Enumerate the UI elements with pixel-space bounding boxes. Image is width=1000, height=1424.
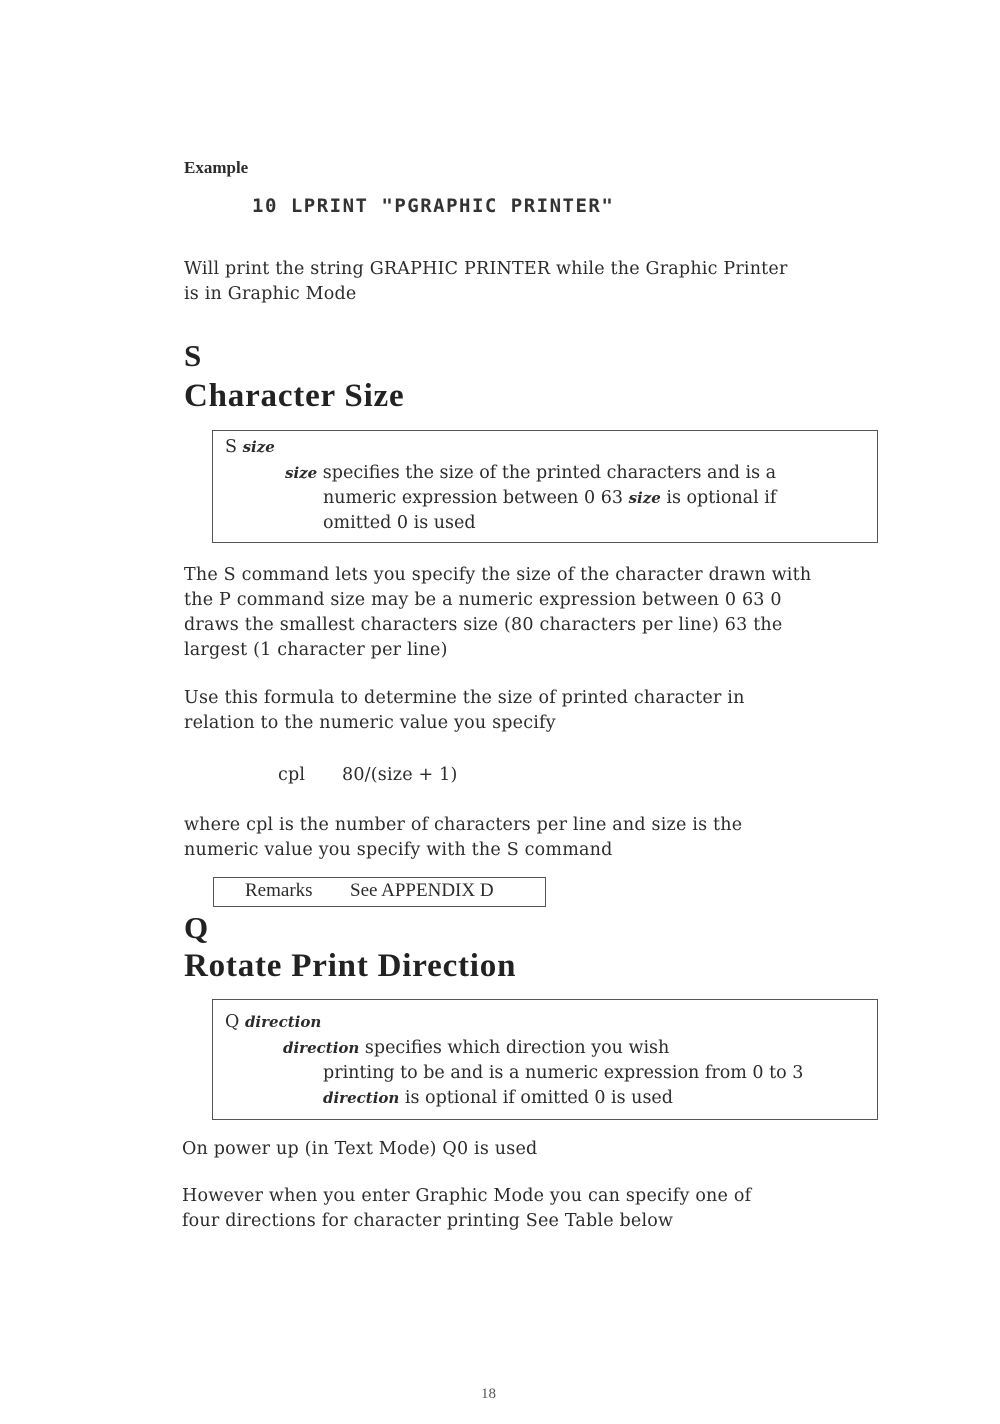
formula-lhs: cpl xyxy=(278,765,306,785)
syntax-command: S xyxy=(225,437,237,457)
syntax-desc-parameter: size xyxy=(628,489,661,507)
paragraph-line: Use this formula to determine the size of printed character in xyxy=(184,688,745,708)
section-letter-s: S xyxy=(184,338,202,373)
paragraph-line: However when you enter Graphic Mode you can specify one of xyxy=(182,1186,752,1206)
example-desc-line: is in Graphic Mode xyxy=(184,284,357,304)
section-title-character-size: Character Size xyxy=(184,378,405,414)
paragraph-line: draws the smallest characters size (80 characters per line) 63 the xyxy=(184,615,783,635)
example-heading: Example xyxy=(184,158,249,177)
paragraph-line: The S command lets you specify the size of the character drawn with xyxy=(184,565,812,585)
paragraph-line: four directions for character printing See Table below xyxy=(182,1211,674,1231)
paragraph-line: relation to the numeric value you specify xyxy=(184,713,556,733)
syntax-box-q xyxy=(212,999,878,1120)
page-number: 18 xyxy=(481,1386,496,1402)
syntax-line xyxy=(225,1012,321,1032)
syntax-line xyxy=(225,437,275,457)
syntax-command: Q xyxy=(225,1012,240,1032)
syntax-parameter: direction xyxy=(244,1013,322,1031)
syntax-desc-parameter: direction xyxy=(323,1089,400,1107)
syntax-desc-parameter: direction xyxy=(283,1039,360,1057)
syntax-desc-line: numeric expression between 0 63 size is optional if xyxy=(323,488,777,508)
syntax-desc-line: omitted 0 is used xyxy=(323,513,476,533)
remarks-text: See APPENDIX D xyxy=(350,880,494,901)
section-title-rotate-print-direction: Rotate Print Direction xyxy=(184,948,517,984)
paragraph-line: largest (1 character per line) xyxy=(184,640,448,660)
syntax-parameter: size xyxy=(242,438,275,456)
syntax-desc-line: printing to be and is a numeric expression from 0 to 3 xyxy=(323,1063,804,1083)
remarks-box xyxy=(213,877,546,907)
paragraph-line: where cpl is the number of characters per line and size is the xyxy=(184,815,743,835)
syntax-desc-line: direction is optional if omitted 0 is used xyxy=(323,1088,673,1108)
paragraph-line: numeric value you specify with the S command xyxy=(184,840,613,860)
syntax-box-s xyxy=(212,430,878,543)
example-desc-line: Will print the string GRAPHIC PRINTER while the Graphic Printer xyxy=(184,259,788,279)
section-letter-q: Q xyxy=(184,910,209,945)
paragraph-line: On power up (in Text Mode) Q0 is used xyxy=(182,1139,538,1159)
code-example: 10 LPRINT "PGRAPHIC PRINTER" xyxy=(252,195,615,217)
paragraph-line: the P command size may be a numeric expression between 0 63 0 xyxy=(184,590,782,610)
syntax-desc-parameter: size xyxy=(285,464,318,482)
remarks-label: Remarks xyxy=(245,880,313,901)
formula-rhs: 80/(size + 1) xyxy=(342,765,458,785)
syntax-desc-line: size specifies the size of the printed characters and is a xyxy=(285,463,777,483)
syntax-desc-line: direction specifies which direction you wish xyxy=(283,1038,670,1058)
